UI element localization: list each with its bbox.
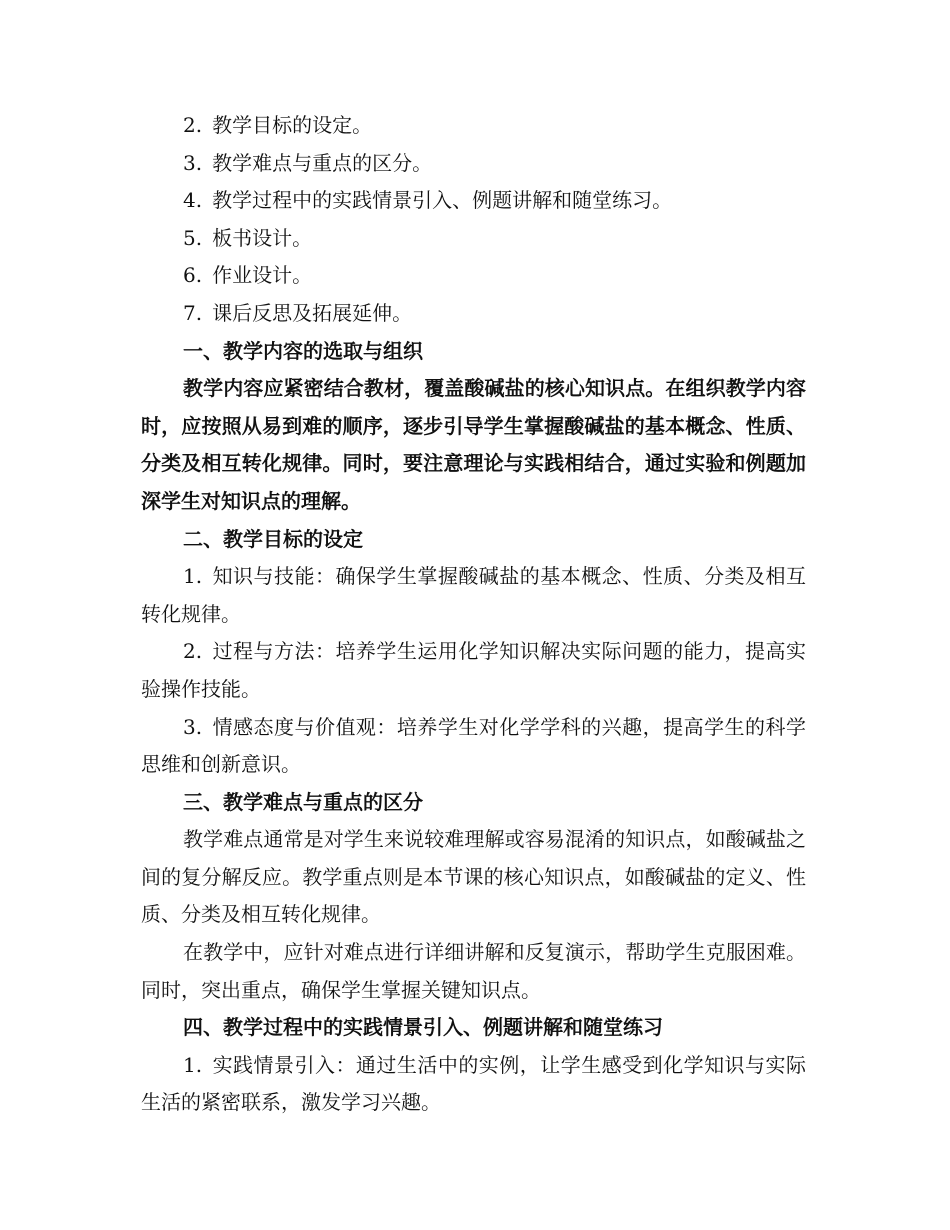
section3-heading: 三、教学难点与重点的区分 [183, 789, 423, 814]
section4-item-1: 1. 实践情景引入：通过生活中的实例，让学生感受到化学知识与实际生活的紧密联系，激发学习兴趣。 [141, 1052, 806, 1115]
section1-body: 教学内容应紧密结合教材，覆盖酸碱盐的核心知识点。在组织教学内容时，应按照从易到难的顺序，逐步引导学生掌握酸碱盐的基本概念、性质、分类及相互转化规律。同时，要注意理论与实践相结合，通过实验和例题加深学生对知识点的理解。 [141, 376, 806, 513]
document-page [141, 107, 806, 1122]
list-item-5: 5. 板书设计。 [183, 225, 313, 250]
list-item-3: 3. 教学难点与重点的区分。 [183, 150, 433, 175]
list-item-2: 2. 教学目标的设定。 [183, 113, 373, 137]
list-item-7: 7. 课后反思及拓展延伸。 [183, 300, 413, 325]
section1-heading: 一、教学内容的选取与组织 [183, 338, 423, 363]
section2-heading: 二、教学目标的设定 [183, 526, 363, 551]
list-item-6: 6. 作业设计。 [183, 263, 313, 288]
section3-para-2: 在教学中，应针对难点进行详细讲解和反复演示，帮助学生克服困难。同时，突出重点，确保学生掌握关键知识点。 [141, 940, 806, 1002]
section4-heading: 四、教学过程中的实践情景引入、例题讲解和随堂练习 [183, 1015, 663, 1040]
section2-item-3: 3. 情感态度与价值观：培养学生对化学学科的兴趣，提高学生的科学思维和创新意识。 [141, 714, 806, 777]
section2-item-1: 1. 知识与技能：确保学生掌握酸碱盐的基本概念、性质、分类及相互转化规律。 [141, 564, 806, 626]
section3-para-1: 教学难点通常是对学生来说较难理解或容易混淆的知识点，如酸碱盐之间的复分解反应。教学重点则是本节课的核心知识点，如酸碱盐的定义、性质、分类及相互转化规律。 [141, 827, 806, 927]
section2-item-2: 2. 过程与方法：培养学生运用化学知识解决实际问题的能力，提高实验操作技能。 [141, 639, 806, 701]
list-item-4: 4. 教学过程中的实践情景引入、例题讲解和随堂练习。 [183, 188, 673, 213]
